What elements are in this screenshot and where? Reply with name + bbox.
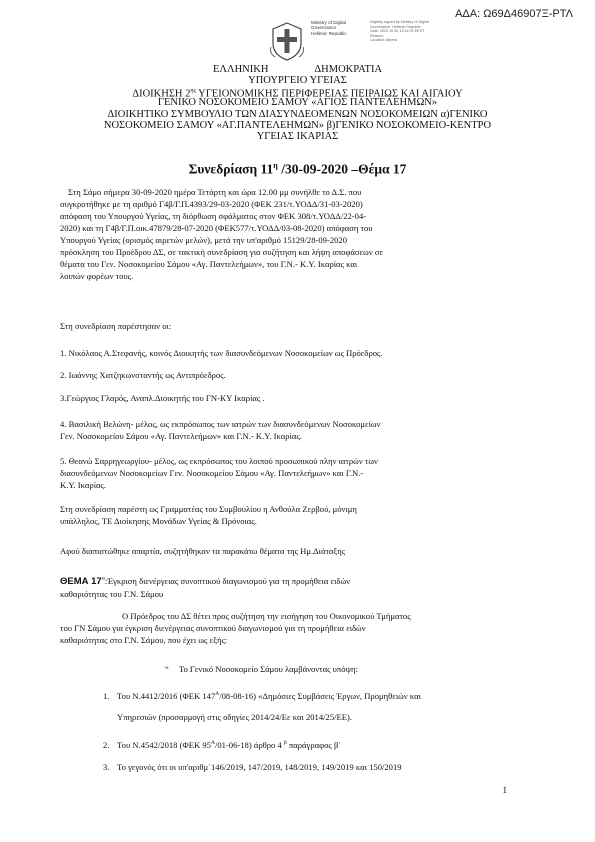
list-sup: Α xyxy=(215,691,220,697)
region-pre: ΔΙΟΙΚΗΣΗ 2 xyxy=(132,88,191,100)
member-line: Κ.Υ. Ικαρίας. xyxy=(60,480,107,490)
topic-text: :Έγκριση διενέργειας συνοπτικού διαγωνισμού για τη προμήθεια ειδών xyxy=(104,575,351,586)
opening-paragraph xyxy=(60,186,532,282)
list-item-cont: Υπηρεσιών (προσαρμογή στις οδηγίες 2014/24/Εε και 2014/25/ΕΕ). xyxy=(117,712,353,722)
meeting-title xyxy=(80,161,515,178)
opening-line: πρόσκληση του Προέδρου ΔΣ, σε τακτική συνεδρίαση για συζήτηση και λήψη αποφάσεων σε xyxy=(60,247,384,257)
present-intro: Στη συνεδρίαση παρέστησαν οι: xyxy=(60,321,172,331)
topic-label: ΘΕΜΑ 17 xyxy=(60,575,102,587)
list-text: Του Ν.4412/2016 (ΦΕΚ 147 xyxy=(117,690,216,701)
board-heading-line2: ΝΟΣΟΚΟΜΕΙΟ ΣΑΜΟΥ «ΑΓ.ΠΑΝΤΕΛΕΗΜΩΝ» β)ΓΕΝΙΚΟ ΝΟΣΟΚΟΜΕΙΟ-ΚΕΝΤΡΟ xyxy=(103,120,492,131)
intro-line: του ΓΝ Σάμου για έγκριση διενέργειας συνοπτικού διαγωνισμού για τη προμήθεια ειδών xyxy=(60,623,366,633)
list-text: Του Ν.4542/2018 (ΦΕΚ 95 xyxy=(117,739,211,750)
member-item xyxy=(60,455,532,491)
member-line: Γεν. Νοσοκομείου Σάμου «Αγ. Παντελεήμων» και Γ.Ν.- Κ.Υ. Ικαρίας. xyxy=(60,431,302,441)
list-item xyxy=(103,688,523,702)
quote-mark: “ xyxy=(165,664,169,674)
opening-line: συγκροτήθηκε με τη αριθμό Γ4β/Γ.Π.4393/29-03-2020 (ΦΕΚ 231/τ.ΥΟΔΔ/31-03-2020) xyxy=(60,199,363,209)
list-text: Το γεγονός ότι οι υπ'αριθμ΄146/2019, 147/2019, 148/2019, 149/2019 και 150/2019 xyxy=(117,762,402,772)
region-post: ΥΓΕΙΟΝΟΜΙΚΗΣ ΠΕΡΙΦΕΡΕΙΑΣ ΠΕΙΡΑΙΩΣ ΚΑΙ ΑΙΓΑΙΟΥ xyxy=(195,88,463,100)
president-intro xyxy=(60,610,532,646)
signature-issuer xyxy=(311,20,347,36)
board-heading-line1: ΔΙΟΙΚΗΤΙΚΟ ΣΥΜΒΟΥΛΙΟ ΤΩΝ ΔΙΑΣΥΝΔΕΟΜΕΝΩΝ ΝΟΣΟΚΟΜΕΙΩΝ α)ΓΕΝΙΚΟ xyxy=(107,109,488,120)
topic-heading xyxy=(60,573,532,600)
member-item: 3.Γεώργιος Γλαρός, Αναπλ.Διοικητής του ΓΝ-ΚΥ Ικαρίας . xyxy=(60,393,265,403)
board-heading-line3: ΥΓΕΙΑΣ ΙΚΑΡΙΑΣ xyxy=(256,131,339,142)
republic-right: ΔΗΜΟΚΡΑΤΙΑ xyxy=(314,64,383,75)
list-text: /08-08-16) «Δημόσιες Συμβάσεις Έργων, Προμηθειών και xyxy=(219,690,421,701)
signature-issuer-line: Hellenic Republic xyxy=(311,30,347,36)
secretary-line: υπάλληλος, ΤΕ Διοίκησης Μονάδων Υγείας & Πρόνοιας. xyxy=(60,516,257,526)
hospital-heading: ΓΕΝΙΚΟ ΝΟΣΟΚΟΜΕΙΟ ΣΑΜΟΥ «ΑΓΙΟΣ ΠΑΝΤΕΛΕΗΜΩΝ» xyxy=(157,97,438,108)
member-item xyxy=(60,418,532,442)
greek-emblem-icon xyxy=(267,21,307,61)
opening-line: 2020) και τη Γ4β/Γ.Π.οικ.47879/28-07-2020 (ΦΕΚ577/τ.ΥΟΔΔ/03-08-2020) απόφαση του xyxy=(60,223,373,233)
opening-line: Στη Σάμο σήμερα 30-09-2020 ημέρα Τετάρτη και ώρα 12.00 μμ συνήλθε το Δ.Σ. που xyxy=(68,187,362,197)
list-sup: Α xyxy=(210,740,215,746)
quorum-statement: Αφού διαπιστώθηκε απαρτία, συζητήθηκαν τα παρακάτω θέματα της Ημ.Διάταξης xyxy=(60,546,346,556)
intro-line: καθαριότητας στο Γ.Ν. Σάμου, που έχει ως εξής: xyxy=(60,635,228,645)
list-number: 1. xyxy=(103,690,110,701)
quote-intro-text: Το Γενικό Νοσοκομείο Σάμου λαμβάνοντας υπόψη: xyxy=(178,664,358,674)
list-sup: β xyxy=(283,740,287,746)
meeting-sup: η xyxy=(273,161,278,170)
opening-line: λοιπών φορέων τους. xyxy=(60,271,134,281)
member-line: διασυνδεόμενων Νοσοκομείων Γεν. Νοσοκομείου Σάμου «Αγ. Παντελεήμων» και Γ.Ν.- xyxy=(60,468,364,478)
meeting-post: /30-09-2020 –Θέμα 17 xyxy=(277,161,407,177)
list-text: παράγραφος β΄ xyxy=(286,739,342,750)
secretary-line: Στη συνεδρίαση παρέστη ως Γραμματέας του Συμβουλίου η Ανθούλα Ζερβού, μόνιμη xyxy=(60,504,357,514)
republic-left: ΕΛΛΗΝΙΚΗ xyxy=(212,64,269,75)
quote-intro xyxy=(165,664,358,674)
opening-line: απόφαση του Υπουργού Υγείας, τη διόρθωση σφάλματος στον ΦΕΚ 308/τ.ΥΟΔΔ/22-04- xyxy=(60,211,367,221)
signature-detail-line: Reason: xyxy=(370,33,384,38)
region-sup: ης xyxy=(190,88,196,94)
member-item: 2. Ιωάννης Χατζηκωνσταντής ως Αντιπρόεδρος. xyxy=(60,370,226,380)
list-item xyxy=(103,737,523,751)
member-line: 5. Θεανώ Σαρρηγεωργίου- μέλος, ως εκπρόσωπος του λοιπού προσωπικού πλην ιατρών των xyxy=(60,456,378,466)
ministry-heading: ΥΠΟΥΡΓΕΙΟ ΥΓΕΙΑΣ xyxy=(248,75,347,86)
page-number: 1 xyxy=(502,785,507,795)
member-item: 1. Νικόλαος Α.Στεφανής, κοινός Διοικητής των διασυνδεόμενων Νοσοκομείων ως Πρόεδρος. xyxy=(60,348,383,358)
list-number: 3. xyxy=(103,762,110,772)
list-number: 2. xyxy=(103,739,110,750)
topic-sup: ο xyxy=(101,576,105,582)
list-item xyxy=(103,761,523,773)
secretary-paragraph xyxy=(60,503,532,527)
opening-line: θέματα του Γεν. Νοσοκομείου Σάμου «Αγ. Παντελεήμων», του Γ.Ν.- Κ.Υ. Ικαρίας και xyxy=(60,259,358,269)
signature-issuer-line: Governance xyxy=(311,25,337,31)
meeting-pre: Συνεδρίαση 11 xyxy=(188,161,274,177)
signature-issuer-line: Ministry of Digital xyxy=(311,20,346,25)
opening-line: Υπουργού Υγείας (ορισμός αιρετών μελών), μετά την υπ'αριθμό 15129/28-09-2020 xyxy=(60,235,348,245)
list-text: /01-06-18) άρθρο 4 xyxy=(214,739,284,750)
member-line: 4. Βασιλική Βελώνη- μέλος, ως εκπρόσωπος των ιατρών των διασυνδεόμενων Νοσοκομείων xyxy=(60,419,381,429)
signature-details xyxy=(370,20,432,43)
signature-detail-line: Date: 2020.10.06 13:14:02 EEST xyxy=(370,29,425,34)
intro-line: Ο Πρόεδρος του ΔΣ θέτει προς συζήτηση την εισήγηση του Οικονομικού Τμήματος xyxy=(122,611,411,621)
republic-heading xyxy=(80,64,515,75)
ada-code: ΑΔΑ: Ω69Δ46907Ξ-ΡΤΛ xyxy=(455,8,573,20)
signature-detail-line: Location: Athens xyxy=(370,38,398,43)
topic-text-cont: καθαριότητας του Γ.Ν. Σάμου xyxy=(60,588,164,599)
signature-detail-line: Digitally signed by Ministry of Digital Governance, Hellenic Republic xyxy=(370,20,429,29)
